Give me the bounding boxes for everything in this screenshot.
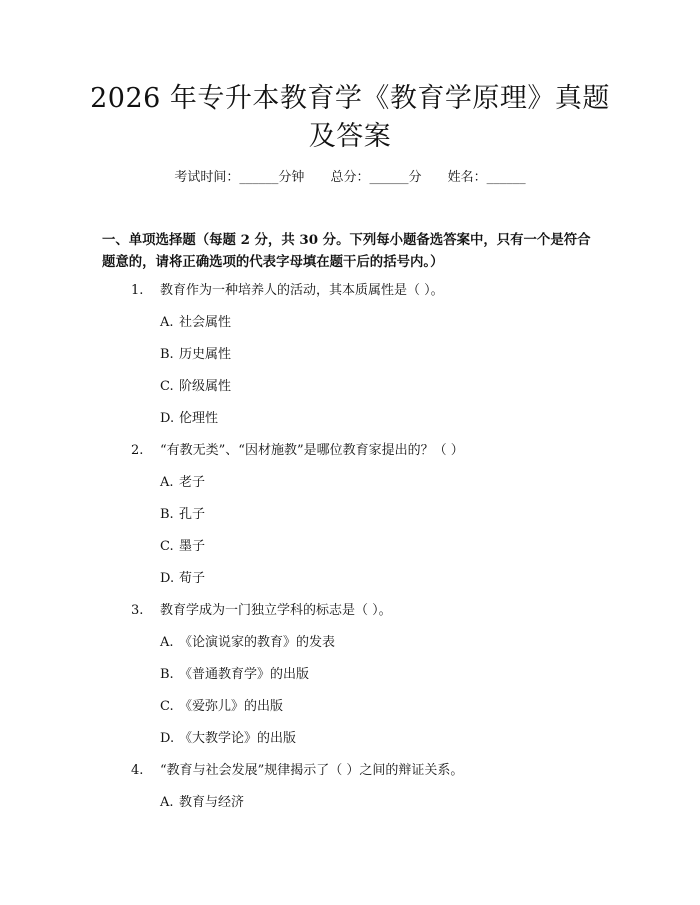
- question-number: 2.: [131, 443, 144, 458]
- question-stem: 教育学成为一门独立学科的标志是（ ）。: [160, 603, 392, 618]
- option-letter: B.: [160, 507, 174, 522]
- option-letter: A.: [160, 635, 174, 650]
- option-letter: D.: [160, 571, 175, 586]
- exam-info-line: [0, 168, 700, 188]
- option-text: 教育与经济: [179, 795, 245, 810]
- section-heading: 一、单项选择题（每题 2 分，共 30 分。下列每小题备选答案中，只有一个是符合题意的，请将正确选项的代表字母填在题干后的括号内。）: [102, 232, 591, 270]
- question-1: [0, 281, 700, 313]
- option-letter: A.: [160, 315, 174, 330]
- option-text: 老子: [179, 475, 206, 490]
- option-c: [0, 377, 700, 409]
- question-number: 3.: [131, 603, 144, 618]
- option-b: [0, 345, 700, 377]
- question-2: [0, 441, 700, 473]
- option-text: 阶级属性: [179, 379, 232, 394]
- option-b: [0, 505, 700, 537]
- option-a: [0, 313, 700, 345]
- option-a: [0, 633, 700, 665]
- total-score-field: 总分：______分: [330, 170, 422, 185]
- option-letter: D.: [160, 411, 175, 426]
- option-letter: B.: [160, 667, 174, 682]
- page-title: 2026 年专升本教育学《教育学原理》真题及答案: [90, 83, 610, 152]
- option-text: 《大教学论》的出版: [179, 731, 297, 746]
- option-text: 《普通教育学》的出版: [179, 667, 310, 682]
- option-b: [0, 665, 700, 697]
- question-stem: “有教无类”、“因材施教”是哪位教育家提出的？（ ）: [160, 443, 464, 458]
- option-letter: C.: [160, 539, 174, 554]
- option-text: 历史属性: [179, 347, 232, 362]
- option-c: [0, 697, 700, 729]
- exam-time-field: 考试时间：______分钟: [174, 170, 305, 185]
- question-number: 4.: [131, 763, 144, 778]
- option-letter: C.: [160, 699, 174, 714]
- option-text: 伦理性: [179, 411, 219, 426]
- question-number: 1.: [131, 283, 144, 298]
- option-text: 《爱弥儿》的出版: [179, 699, 284, 714]
- question-stem: “教育与社会发展”规律揭示了（ ）之间的辩证关系。: [160, 763, 464, 778]
- question-stem: 教育作为一种培养人的活动，其本质属性是（ ）。: [160, 283, 444, 298]
- option-letter: C.: [160, 379, 174, 394]
- option-letter: A.: [160, 795, 174, 810]
- option-letter: A.: [160, 475, 174, 490]
- option-d: [0, 409, 700, 441]
- option-c: [0, 537, 700, 569]
- option-d: [0, 729, 700, 761]
- option-d: [0, 569, 700, 601]
- option-text: 荀子: [179, 571, 206, 586]
- option-text: 孔子: [179, 507, 206, 522]
- option-letter: D.: [160, 731, 175, 746]
- question-4: [0, 761, 700, 793]
- option-a: [0, 793, 700, 825]
- question-3: [0, 601, 700, 633]
- option-text: 《论演说家的教育》的发表: [179, 635, 336, 650]
- option-text: 墨子: [179, 539, 206, 554]
- option-a: [0, 473, 700, 505]
- question-list: [0, 281, 700, 825]
- student-name-field: 姓名：______: [447, 170, 526, 185]
- option-text: 社会属性: [179, 315, 232, 330]
- option-letter: B.: [160, 347, 174, 362]
